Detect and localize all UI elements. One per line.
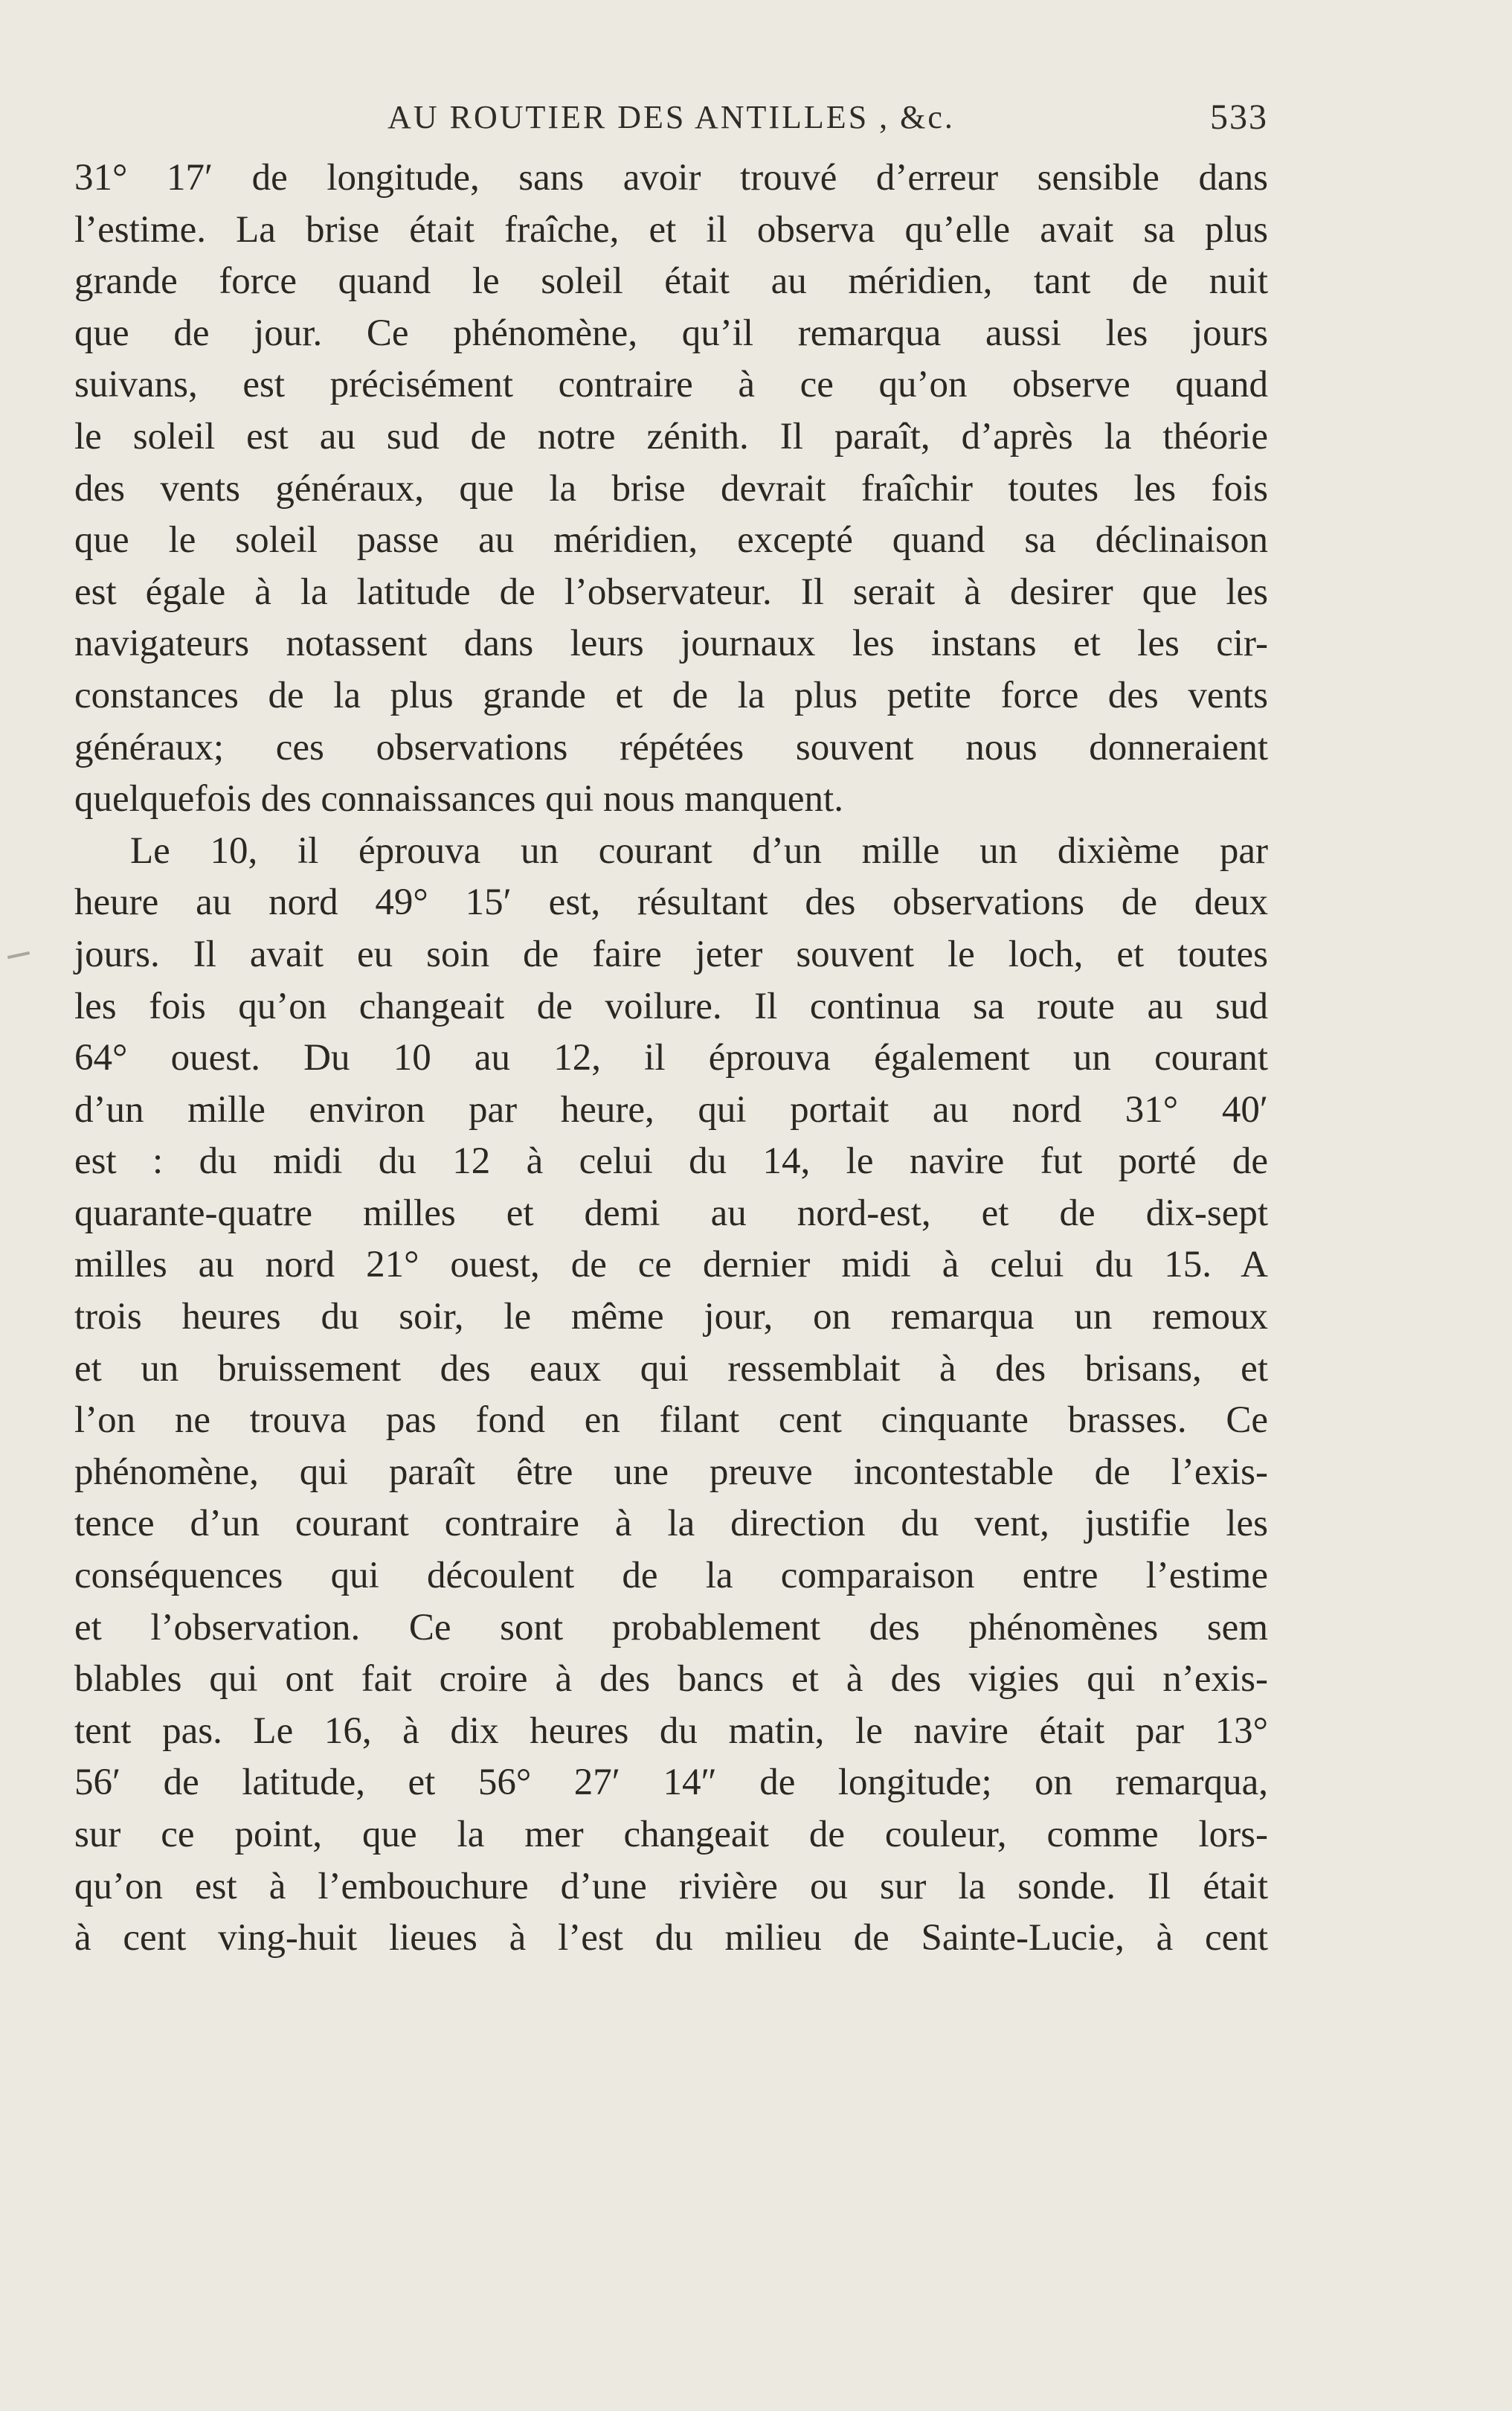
text-line: navigateurs notassent dans leurs journaux les instans et les cir- bbox=[74, 623, 1268, 665]
text-line: conséquences qui découlent de la comparaison entre l’estime bbox=[74, 1555, 1268, 1597]
text-line: jours. Il avait eu soin de faire jeter souvent le loch, et toutes bbox=[74, 933, 1268, 975]
text-line: 56′ de latitude, et 56° 27′ 14″ de longitude; on remarqua, bbox=[74, 1762, 1268, 1804]
text-line: trois heures du soir, le même jour, on remarqua un remoux bbox=[74, 1296, 1268, 1338]
text-line: grande force quand le soleil était au méridien, tant de nuit bbox=[74, 260, 1268, 303]
text-line: à cent ving-huit lieues à l’est du milieu de Sainte-Lucie, à cent bbox=[74, 1917, 1268, 1959]
text-line: est égale à la latitude de l’observateur. Il serait à desirer que les bbox=[74, 571, 1268, 613]
paragraph-start-line: Le 10, il éprouva un courant d’un mille un dixième par bbox=[130, 829, 1268, 872]
margin-mark bbox=[7, 951, 30, 959]
text-line: sur ce point, que la mer changeait de couleur, comme lors- bbox=[74, 1814, 1268, 1855]
running-title: AU ROUTIER DES ANTILLES , &c. bbox=[387, 99, 955, 135]
text-line: milles au nord 21° ouest, de ce dernier midi à celui du 15. A bbox=[74, 1244, 1268, 1286]
text-line: l’on ne trouva pas fond en filant cent cinquante brasses. Ce bbox=[74, 1399, 1268, 1442]
text-line: tence d’un courant contraire à la direction du vent, justifie les bbox=[74, 1503, 1268, 1545]
text-line: quarante-quatre milles et demi au nord-est, et de dix-sept bbox=[74, 1192, 1268, 1234]
text-line: et un bruissement des eaux qui ressemblait à des brisans, et bbox=[74, 1347, 1268, 1390]
text-line: phénomène, qui paraît être une preuve incontestable de l’exis- bbox=[74, 1451, 1268, 1493]
text-line: est : du midi du 12 à celui du 14, le navire fut porté de bbox=[74, 1140, 1268, 1183]
text-line: d’un mille environ par heure, qui portait au nord 31° 40′ bbox=[74, 1088, 1268, 1131]
text-line: 31° 17′ de longitude, sans avoir trouvé d’erreur sensible dans bbox=[74, 157, 1268, 199]
text-line: suivans, est précisément contraire à ce qu’on observe quand bbox=[74, 364, 1268, 406]
body-text bbox=[74, 153, 1268, 1965]
text-line: et l’observation. Ce sont probablement des phénomènes sem bbox=[74, 1606, 1268, 1648]
page-number: 533 bbox=[1210, 97, 1268, 137]
text-line: des vents généraux, que la brise devrait fraîchir toutes les fois bbox=[74, 467, 1268, 510]
paragraph-end-line: quelquefois des connaissances qui nous manquent. bbox=[74, 778, 843, 821]
text-line: heure au nord 49° 15′ est, résultant des observations de deux bbox=[74, 882, 1268, 924]
text-line: blables qui ont fait croire à des bancs et à des vigies qui n’exis- bbox=[74, 1658, 1268, 1701]
text-line: les fois qu’on changeait de voilure. Il continua sa route au sud bbox=[74, 985, 1268, 1027]
text-line: l’estime. La brise était fraîche, et il observa qu’elle avait sa plus bbox=[74, 208, 1268, 251]
text-line: constances de la plus grande et de la plus petite force des vents bbox=[74, 674, 1268, 716]
text-line: 64° ouest. Du 10 au 12, il éprouva également un courant bbox=[74, 1037, 1268, 1079]
running-head bbox=[74, 95, 1268, 140]
text-line: généraux; ces observations répétées souvent nous donneraient bbox=[74, 726, 1268, 768]
text-line: le soleil est au sud de notre zénith. Il paraît, d’après la théorie bbox=[74, 415, 1268, 458]
text-line: tent pas. Le 16, à dix heures du matin, le navire était par 13° bbox=[74, 1709, 1268, 1752]
text-line: que le soleil passe au méridien, excepté quand sa déclinaison bbox=[74, 519, 1268, 562]
text-line: qu’on est à l’embouchure d’une rivière ou sur la sonde. Il était bbox=[74, 1865, 1268, 1907]
text-line: que de jour. Ce phénomène, qu’il remarqua aussi les jours bbox=[74, 312, 1268, 354]
